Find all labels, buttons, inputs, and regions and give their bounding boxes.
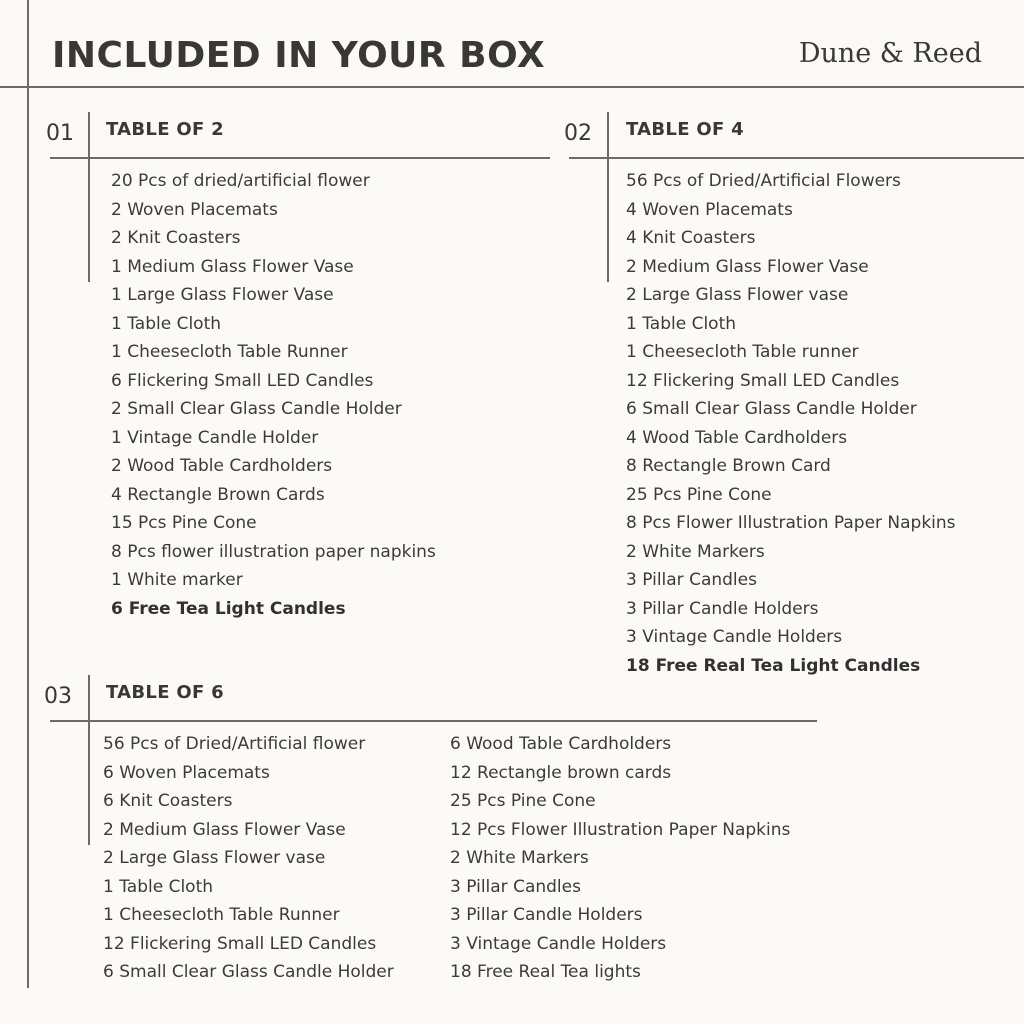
section-03-heading-underline — [50, 720, 817, 722]
list-item: 6 Woven Placemats — [103, 762, 270, 783]
bonus-item: 6 Free Tea Light Candles — [111, 598, 346, 619]
list-item: 3 Pillar Candles — [626, 570, 757, 590]
list-item: 6 Small Clear Glass Candle Holder — [103, 962, 394, 982]
list-item: 8 Pcs Flower Illustration Paper Napkins — [626, 513, 956, 533]
list-item: 20 Pcs of dried/artificial flower — [111, 171, 370, 191]
section-03-vertical-line — [88, 675, 90, 845]
section-01-heading: TABLE OF 2 — [106, 119, 224, 140]
list-item: 12 Pcs Flower Illustration Paper Napkins — [450, 819, 791, 840]
list-item: 1 Cheesecloth Table Runner — [103, 905, 340, 925]
brand-logo: Dune & Reed — [798, 38, 982, 69]
list-item: 12 Flickering Small LED Candles — [103, 933, 377, 954]
section-01-heading-underline — [50, 157, 550, 159]
header-divider — [0, 86, 1024, 88]
section-02-heading: TABLE OF 4 — [626, 119, 744, 140]
section-number-01: 01 — [46, 121, 74, 146]
section-number-03: 03 — [44, 684, 72, 709]
list-item: 4 Woven Placemats — [626, 199, 793, 220]
list-item: 1 Cheesecloth Table Runner — [111, 342, 348, 362]
list-item: 1 Large Glass Flower Vase — [111, 285, 334, 305]
section-01-vertical-line — [88, 112, 90, 282]
list-item: 1 Table Cloth — [103, 876, 214, 897]
list-item: 25 Pcs Pine Cone — [450, 791, 596, 811]
list-item: 2 Large Glass Flower vase — [626, 285, 849, 305]
list-item: 56 Pcs of Dried/Artificial flower — [103, 734, 366, 754]
section-number-02: 02 — [564, 121, 592, 146]
list-item: 18 Free Real Tea lights — [450, 962, 641, 982]
list-item: 2 Small Clear Glass Candle Holder — [111, 399, 402, 419]
list-item: 12 Rectangle brown cards — [450, 762, 672, 783]
list-item: 25 Pcs Pine Cone — [626, 484, 772, 505]
list-item: 4 Knit Coasters — [626, 228, 756, 248]
list-item: 3 Vintage Candle Holders — [450, 933, 667, 954]
list-item: 2 Medium Glass Flower Vase — [626, 256, 869, 277]
list-item: 6 Small Clear Glass Candle Holder — [626, 399, 917, 419]
list-item: 2 Knit Coasters — [111, 228, 241, 248]
list-item: 6 Knit Coasters — [103, 791, 233, 811]
section-01-item-list — [111, 167, 436, 623]
list-item: 3 Pillar Candle Holders — [450, 905, 643, 925]
section-02-vertical-line — [607, 112, 609, 282]
list-item: 2 Woven Placemats — [111, 199, 278, 220]
list-item: 8 Rectangle Brown Card — [626, 456, 831, 476]
list-item: 2 White Markers — [450, 848, 589, 868]
section-02-heading-underline — [569, 157, 1024, 159]
list-item: 2 Medium Glass Flower Vase — [103, 819, 346, 840]
list-item: 6 Wood Table Cardholders — [450, 734, 672, 754]
list-item: 4 Wood Table Cardholders — [626, 427, 848, 448]
list-item: 3 Pillar Candle Holders — [626, 598, 819, 619]
list-item: 8 Pcs flower illustration paper napkins — [111, 541, 436, 562]
list-item: 1 Medium Glass Flower Vase — [111, 256, 354, 277]
list-item: 1 Table Cloth — [111, 313, 222, 334]
list-item: 1 Vintage Candle Holder — [111, 427, 319, 448]
section-03-heading: TABLE OF 6 — [106, 682, 224, 703]
list-item: 1 White marker — [111, 570, 243, 590]
list-item: 3 Vintage Candle Holders — [626, 627, 843, 647]
list-item: 1 Cheesecloth Table runner — [626, 342, 859, 362]
section-03-item-list-left — [103, 730, 394, 987]
list-item: 15 Pcs Pine Cone — [111, 513, 257, 533]
list-item: 4 Rectangle Brown Cards — [111, 484, 325, 505]
section-02-item-list — [626, 167, 956, 680]
list-item: 2 White Markers — [626, 541, 765, 562]
page-title: INCLUDED IN YOUR BOX — [52, 35, 546, 76]
bonus-item: 18 Free Real Tea Light Candles — [626, 655, 921, 676]
list-item: 2 Large Glass Flower vase — [103, 848, 326, 868]
list-item: 3 Pillar Candles — [450, 876, 581, 897]
section-03-item-list-right — [450, 730, 790, 987]
list-item: 2 Wood Table Cardholders — [111, 456, 333, 476]
list-item: 1 Table Cloth — [626, 313, 737, 334]
list-item: 6 Flickering Small LED Candles — [111, 370, 374, 391]
left-border-line — [27, 0, 29, 988]
list-item: 56 Pcs of Dried/Artificial Flowers — [626, 171, 901, 191]
list-item: 12 Flickering Small LED Candles — [626, 370, 900, 391]
